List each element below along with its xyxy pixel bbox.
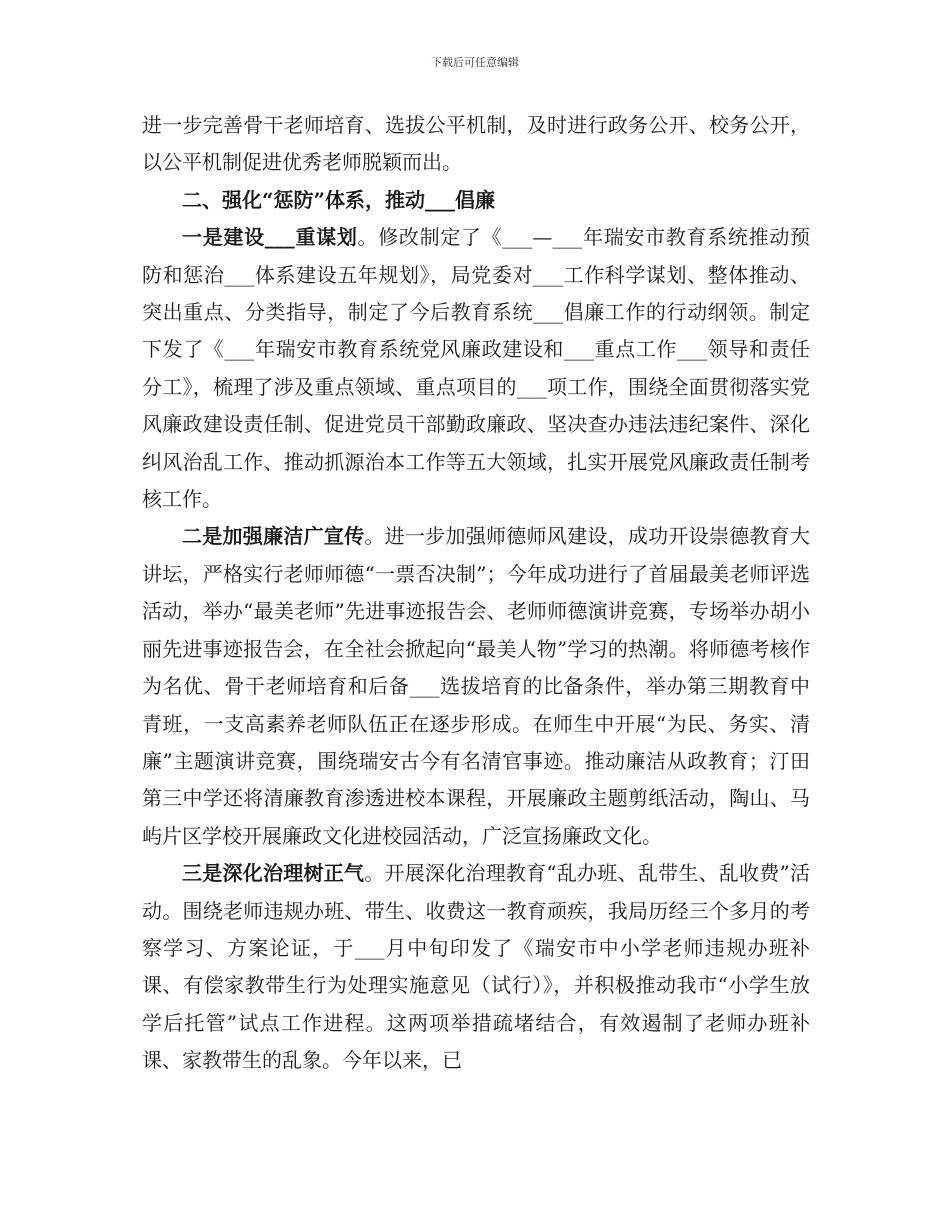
paragraph-text: 。修改制定了《___—___年瑞安市教育系统推动预防和惩治___体系建设五年规划》，局党委对___工作科学谋划、整体推动、突出重点、分类指导，制定了今后教育系统___倡廉工作的行动纲领。制定下发了《___年瑞安市教育系统党风廉政建设和___重点工作___领导和责任分工》，梳理了涉及重点领域、重点项目的___项工作，围绕全面贯彻落实党风廉政建设责任制、促进党员干部勤政廉政、坚决查办违法违纪案件、深化纠风治乱工作、推动抓源治本工作等五大领域，扎实开展党风廉政责任制考核工作。 — [142, 225, 811, 512]
paragraph-continuation: 进一步完善骨干老师培育、选拔公平机制，及时进行政务公开、校务公开，以公平机制促进优秀老师脱颖而出。 — [142, 113, 810, 175]
section-heading: 二、强化“惩防”体系，推动___倡廉 — [182, 187, 496, 212]
paragraph-publicity — [142, 518, 810, 855]
document-body — [142, 107, 810, 1080]
paragraph-text: 。进一步加强师德师风建设，成功开设崇德教育大讲坛，严格实行老师师德“一票否决制”；今年成功进行了首届最美老师评选活动，举办“最美老师”先进事迹报告会、老师师德演讲竞赛，专场举办胡小丽先进事迹报告会，在全社会掀起向“最美人物”学习的热潮。将师德考核作为名优、骨干老师培育和后备___选拔培育的比备条件，举办第三期教育中青班，一支高素养老师队伍正在逐步形成。在师生中开展“为民、务实、清廉”主题演讲竞赛，围绕瑞安古今有名清官事迹。推动廉洁从政教育；汀田第三中学还将清廉教育渗透进校本课程，开展廉政主题剪纸活动，陶山、马屿片区学校开展廉政文化进校园活动，广泛宣扬廉政文化。 — [142, 524, 811, 848]
paragraph-lead: 一是建设___重谋划 — [182, 225, 358, 250]
paragraph-lead: 二是加强廉洁广宣传 — [182, 524, 365, 549]
paragraph-governance — [142, 855, 810, 1079]
page-header: 下载后可任意编辑 — [431, 56, 519, 69]
paragraph-lead: 三是深化治理树正气 — [182, 861, 365, 886]
paragraph-text: 。开展深化治理教育“乱办班、乱带生、乱收费”活动。围绕老师违规办班、带生、收费这一教育顽疾，我局历经三个多月的考察学习、方案论证，于___月中旬印发了《瑞安市中小学老师违规办班补课、有偿家教带生行为处理实施意见（试行）》，并积极推动我市“小学生放学后托管”试点工作进程。这两项举措疏堵结合，有效遏制了老师办班补课、家教带生的乱象。今年以来，已 — [142, 861, 811, 1073]
paragraph-planning — [142, 219, 810, 518]
